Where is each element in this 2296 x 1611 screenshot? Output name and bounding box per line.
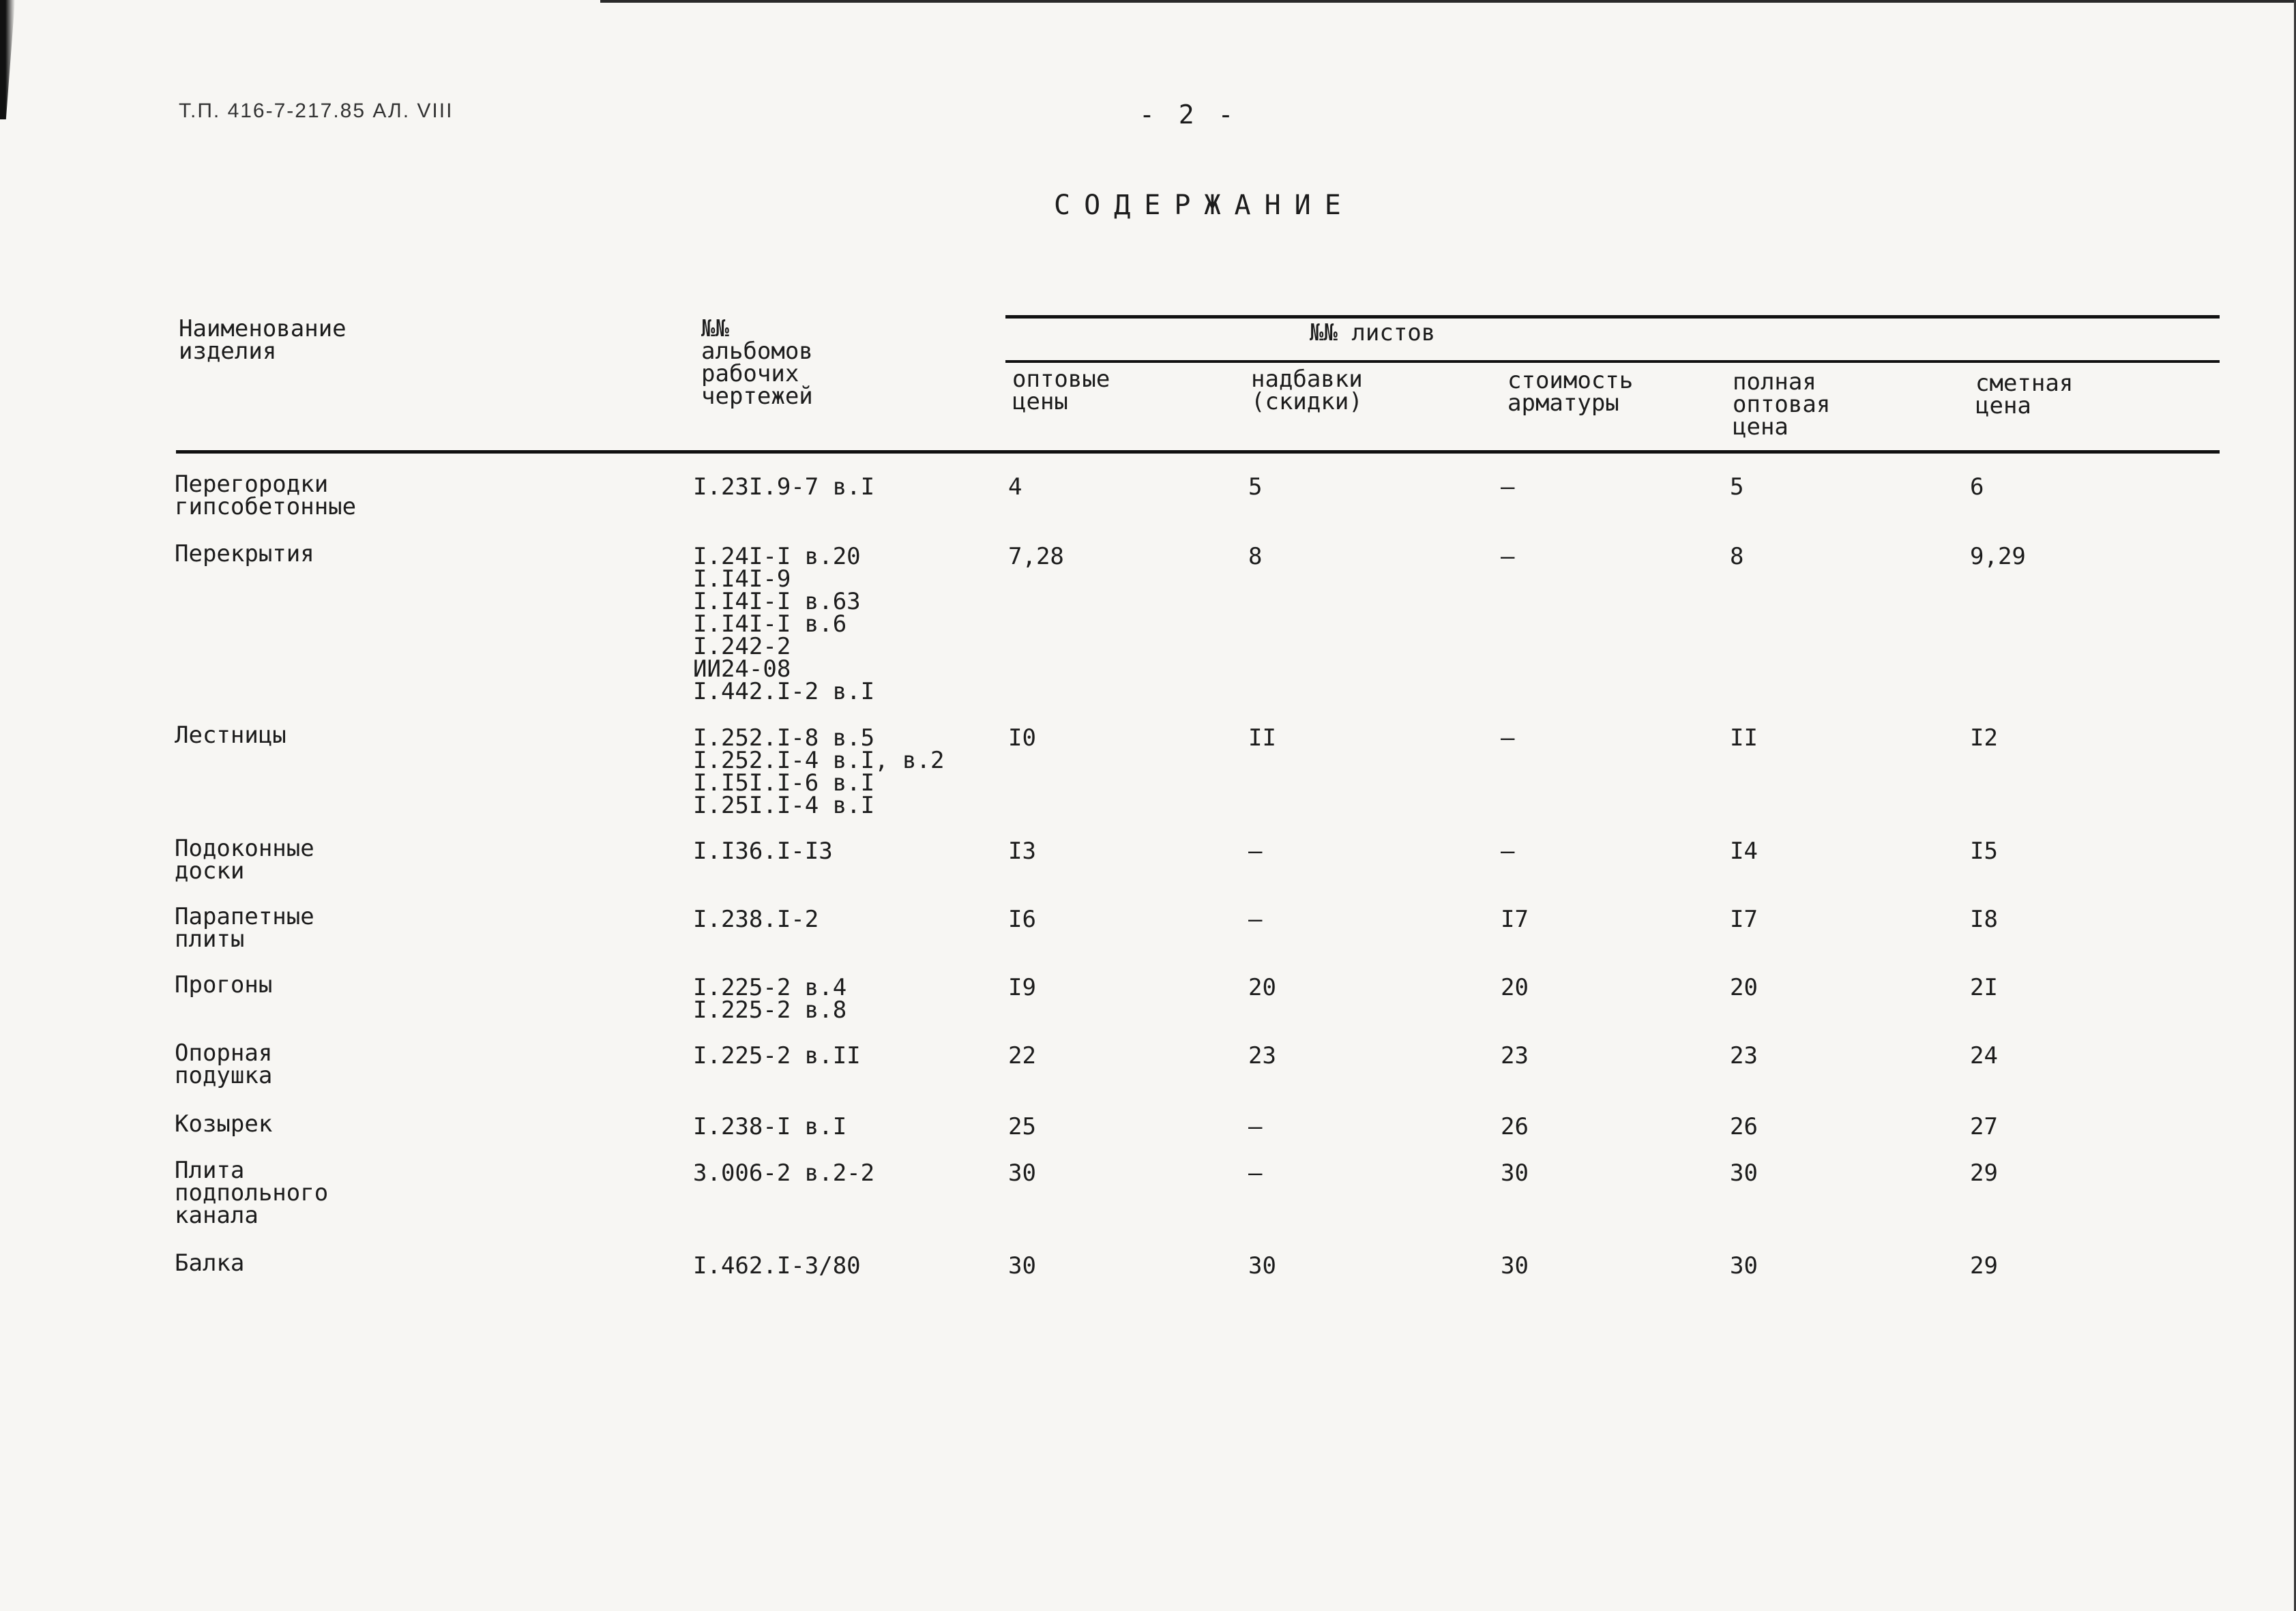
cell-albums: I.462.I-3/80 <box>693 1252 861 1280</box>
table-top-rule <box>1005 315 2220 319</box>
col-header-sheets-group: №№ листов <box>1310 319 1436 346</box>
header-bottom-rule <box>176 450 2220 454</box>
cell-wholesale: I9 <box>1008 974 1036 1001</box>
cell-albums: I.238.I-2 <box>693 906 819 933</box>
cell-surcharges: – <box>1248 1113 1263 1140</box>
cell-rebar-cost: – <box>1501 543 1515 570</box>
cell-full-wholesale: 5 <box>1730 473 1744 501</box>
cell-name: Перекрытия <box>175 540 314 567</box>
cell-surcharges: 8 <box>1248 543 1263 570</box>
cell-surcharges: – <box>1248 838 1263 865</box>
cell-full-wholesale: 30 <box>1730 1159 1758 1187</box>
cell-albums: 3.006-2 в.2-2 <box>693 1159 875 1187</box>
cell-rebar-cost: 26 <box>1501 1113 1529 1140</box>
cell-surcharges: – <box>1248 1159 1263 1187</box>
cell-estimate: 2I <box>1970 974 1998 1001</box>
cell-full-wholesale: 30 <box>1730 1252 1758 1280</box>
cell-albums: I.238-I в.I <box>693 1113 847 1140</box>
cell-estimate: 24 <box>1970 1042 1998 1069</box>
cell-wholesale: I6 <box>1008 906 1036 933</box>
cell-surcharges: 23 <box>1248 1042 1276 1069</box>
cell-name: Козырек <box>175 1110 273 1138</box>
cell-albums: I.I36.I-I3 <box>693 838 833 865</box>
cell-full-wholesale: 8 <box>1730 543 1744 570</box>
col-header-albums: №№ альбомов рабочих чертежей <box>701 315 813 410</box>
cell-wholesale: 7,28 <box>1008 543 1064 570</box>
cell-surcharges: 20 <box>1248 974 1276 1001</box>
cell-surcharges: 5 <box>1248 473 1263 501</box>
cell-name: Прогоны <box>175 971 273 999</box>
cell-full-wholesale: 26 <box>1730 1113 1758 1140</box>
cell-rebar-cost: – <box>1501 838 1515 865</box>
col-header-name: Наименование изделия <box>179 315 347 365</box>
cell-name: Перегородки гипсобетонные <box>175 471 357 520</box>
cell-surcharges: – <box>1248 906 1263 933</box>
doc-reference: Т.П. 416-7-217.85 АЛ. VIII <box>179 100 454 122</box>
cell-name: Балка <box>175 1250 245 1277</box>
cell-full-wholesale: 23 <box>1730 1042 1758 1069</box>
cell-name: Парапетные плиты <box>175 903 314 953</box>
cell-surcharges: II <box>1248 724 1276 752</box>
col-header-estimate: сметная цена <box>1975 370 2074 419</box>
cell-rebar-cost: 30 <box>1501 1159 1529 1187</box>
cell-estimate: 29 <box>1970 1159 1998 1187</box>
cell-name: Опорная подушка <box>175 1039 273 1089</box>
cell-full-wholesale: I7 <box>1730 906 1758 933</box>
cell-albums: I.225-2 в.II <box>693 1042 861 1069</box>
col-header-full-wholesale: полная оптовая цена <box>1733 368 1831 441</box>
cell-estimate: I2 <box>1970 724 1998 752</box>
scan-edge-left <box>0 0 15 119</box>
cell-rebar-cost: 20 <box>1501 974 1529 1001</box>
page-title: СОДЕРЖАНИЕ <box>1054 190 1355 221</box>
cell-albums: I.23I.9-7 в.I <box>693 473 875 501</box>
page-number: - 2 - <box>1139 100 1238 130</box>
cell-full-wholesale: I4 <box>1730 838 1758 865</box>
col-header-wholesale: оптовые цены <box>1012 366 1110 415</box>
cell-estimate: 9,29 <box>1970 543 2026 570</box>
cell-wholesale: 30 <box>1008 1159 1036 1187</box>
cell-estimate: 27 <box>1970 1113 1998 1140</box>
cell-rebar-cost: – <box>1501 724 1515 752</box>
cell-wholesale: I0 <box>1008 724 1036 752</box>
cell-name: Плита подпольного канала <box>175 1157 329 1229</box>
cell-estimate: I5 <box>1970 838 1998 865</box>
cell-wholesale: I3 <box>1008 838 1036 865</box>
cell-rebar-cost: 30 <box>1501 1252 1529 1280</box>
cell-rebar-cost: 23 <box>1501 1042 1529 1069</box>
cell-surcharges: 30 <box>1248 1252 1276 1280</box>
cell-wholesale: 22 <box>1008 1042 1036 1069</box>
cell-wholesale: 4 <box>1008 473 1022 501</box>
cell-rebar-cost: I7 <box>1501 906 1529 933</box>
cell-estimate: 6 <box>1970 473 1984 501</box>
cell-name: Подоконные доски <box>175 835 314 885</box>
col-header-rebar-cost: стоимость арматуры <box>1507 367 1634 417</box>
sheets-group-rule <box>1005 360 2220 363</box>
col-header-surcharges: надбавки (скидки) <box>1251 366 1363 415</box>
cell-albums: I.252.I-8 в.5 I.252.I-4 в.I, в.2 I.I5I.I-6 в.I I.25I.I-4 в.I <box>693 724 945 819</box>
cell-albums: I.24I-I в.20 I.I4I-9 I.I4I-I в.63 I.I4I-I в.6 I.242-2 ИИ24-08 I.442.I-2 в.I <box>693 543 875 705</box>
cell-estimate: 29 <box>1970 1252 1998 1280</box>
scan-edge-top <box>600 0 2296 3</box>
cell-albums: I.225-2 в.4 I.225-2 в.8 <box>693 974 847 1024</box>
cell-full-wholesale: II <box>1730 724 1758 752</box>
cell-wholesale: 25 <box>1008 1113 1036 1140</box>
cell-rebar-cost: – <box>1501 473 1515 501</box>
cell-full-wholesale: 20 <box>1730 974 1758 1001</box>
cell-estimate: I8 <box>1970 906 1998 933</box>
cell-wholesale: 30 <box>1008 1252 1036 1280</box>
cell-name: Лестницы <box>175 722 286 749</box>
